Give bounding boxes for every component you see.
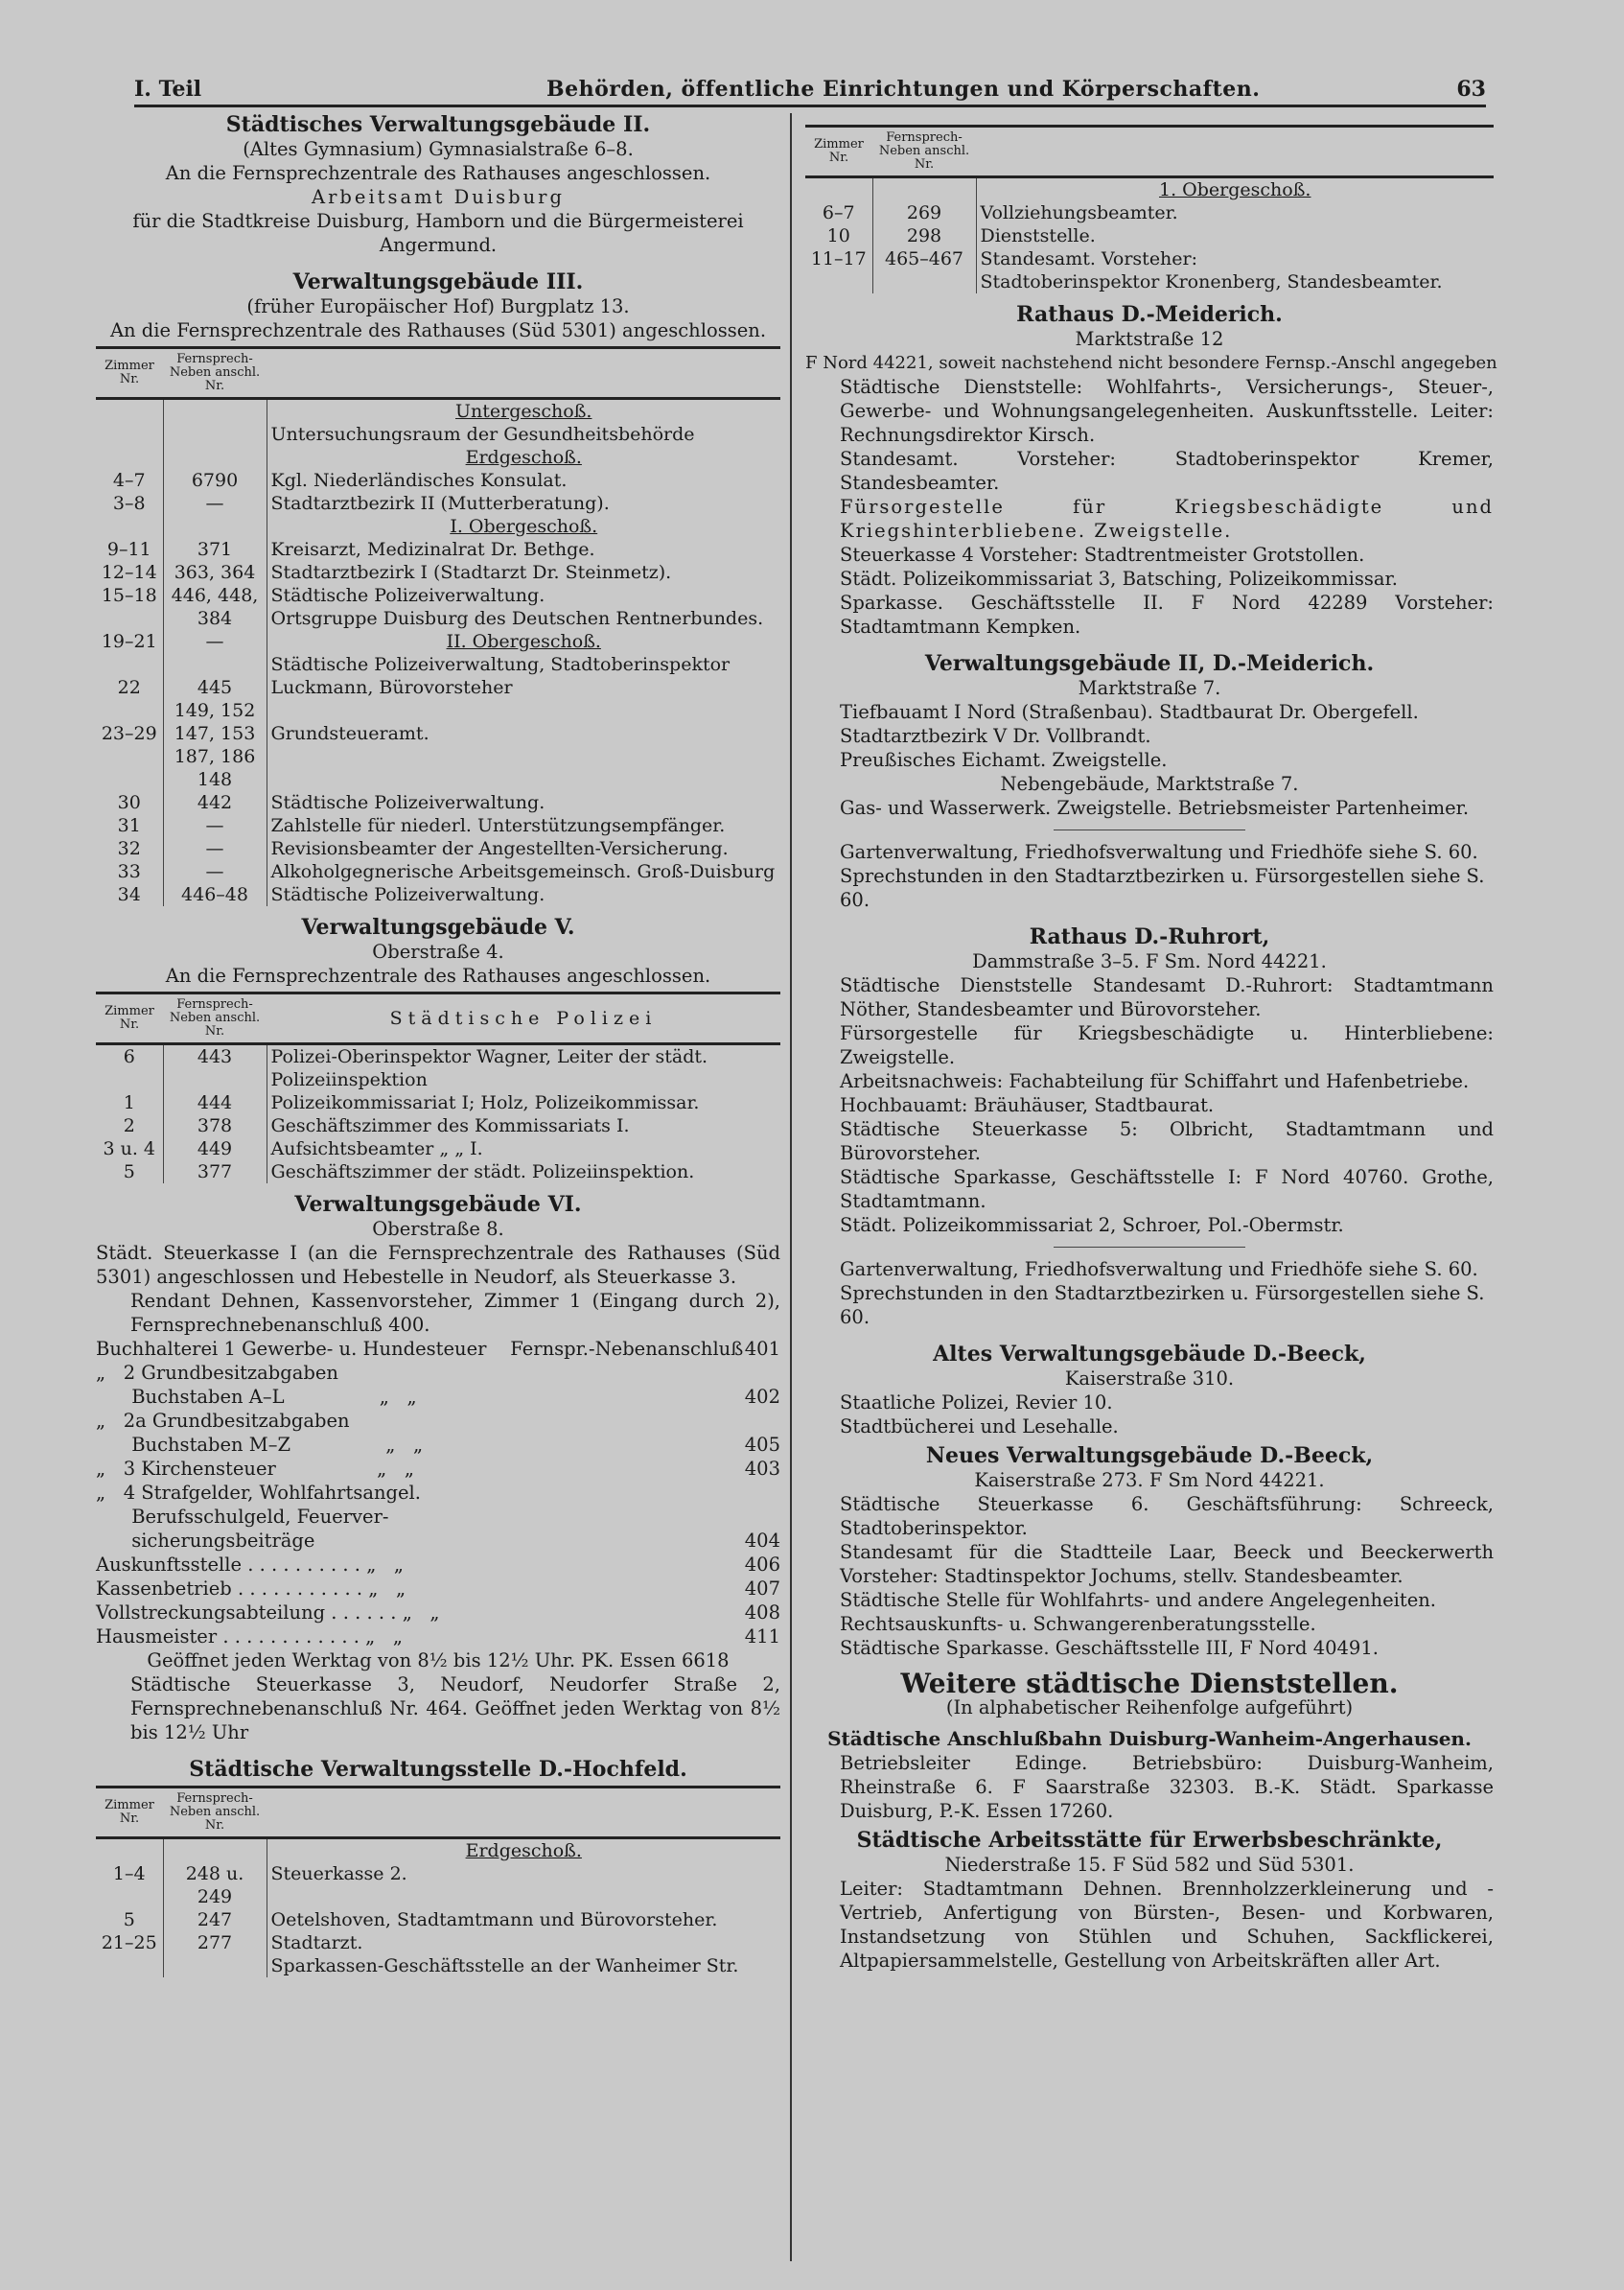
paragraph: Sparkasse. Geschäftsstelle II. F Nord 42289 Vorsteher: Stadtamtmann Kempken. [840,592,1494,638]
extension-number [163,653,267,676]
extension-number: 402 [744,1386,780,1408]
extension-number [723,1361,780,1385]
floor-heading: Untergeschoß. [455,401,592,422]
text-line: Oberstraße 8. [372,1218,504,1240]
extension-number [163,446,267,469]
room-number: 19–21 [96,630,163,653]
table-row [96,561,780,584]
extension-number: 148 [163,768,267,791]
extension-number: — [163,860,267,883]
room-description: Polizeiinspektion [270,1069,428,1090]
extension-row [96,1553,780,1577]
header-title: Behörden, öffentliche Einrichtungen und Körperschaften. [546,77,1261,102]
extension-number: — [163,630,267,653]
paragraph: Städt. Polizeikommissariat 3, Batsching, Polizeikommissar. [840,568,1398,590]
note: Gartenverwaltung, Friedhofsverwaltung und Friedhöfe siehe S. 60. [840,1258,1478,1280]
section-title: Rathaus D.-Meiderich. [1016,302,1283,327]
extension-number [163,1068,267,1091]
extension-row [96,1457,780,1481]
text-line: Marktstraße 12 [1075,328,1224,350]
paragraph: Städt. Steuerkasse I (an die Fernsprechzentrale des Rathauses (Süd 5301) angeschlossen und Hebestelle in Neudorf, als Steuerkasse 3. [96,1242,780,1288]
note: Sprechstunden in den Stadtarztbezirken u. Fürsorgestellen siehe S. 60. [840,865,1485,911]
column-header: Zimmer Nr. [805,127,872,177]
extension-number: 446, 448, [163,584,267,607]
room-description: Vollziehungsbeamter. [980,202,1178,223]
extension-number: 377 [163,1160,267,1183]
note: Gartenverwaltung, Friedhofsverwaltung und Friedhöfe siehe S. 60. [840,841,1478,863]
paragraph: Betriebsleiter Edinge. Betriebsbüro: Duisburg-Wanheim, Rheinstraße 6. F Saarstraße 32303. B.-K. Städt. Sparkasse Duisburg, P.-K. Essen 17260. [840,1752,1494,1822]
extension-label: Berufsschulgeld, Feuerver- [96,1506,389,1528]
room-description: Geschäftszimmer des Kommissariats I. [270,1115,630,1136]
floor-heading: Erdgeschoß. [465,1840,582,1861]
room-number: 5 [96,1908,163,1931]
column-header: Zimmer Nr. [96,1788,163,1838]
table-row [96,722,780,745]
table-row [96,699,780,722]
room-number [96,423,163,446]
column-header [267,348,780,399]
section-title: Verwaltungsgebäude II, D.-Meiderich. [924,651,1375,676]
table-row [96,1838,780,1863]
table-row [96,1114,780,1137]
extension-number: — [163,492,267,515]
text-line: Angermund. [379,234,498,256]
table-row [96,492,780,515]
room-number: 21–25 [96,1931,163,1954]
extension-row [96,1624,780,1648]
section-title: Altes Verwaltungsgebäude D.-Beeck, [933,1342,1366,1367]
room-number: 6 [96,1044,163,1069]
room-description [267,515,780,538]
text-line: An die Fernsprechzentrale des Rathauses (Süd 5301) angeschlossen. [109,319,767,341]
room-number: 32 [96,837,163,860]
table-row [96,768,780,791]
room-number [96,446,163,469]
extension-number: 401 [744,1338,780,1360]
table-row [96,837,780,860]
extension-number: 465–467 [872,247,976,270]
table-row [96,423,780,446]
extension-list [96,1337,780,1648]
table-row [96,1091,780,1114]
room-description: Stadtarztbezirk I (Stadtarzt Dr. Steinmetz). [270,562,672,583]
extension-row [96,1409,780,1433]
divider [1054,1247,1245,1248]
paragraph: Städtische Steuerkasse 6. Geschäftsführung: Schreeck, Stadtoberinspektor. [840,1493,1494,1539]
extension-number [723,1481,780,1505]
paragraph: Rendant Dehnen, Kassenvorsteher, Zimmer 1 (Eingang durch 2), Fernsprechnebenanschluß 400. [130,1290,780,1336]
paragraph: Geöffnet jeden Werktag von 8½ bis 12½ Uhr. PK. Essen 6618 [147,1649,730,1671]
table-row [96,1954,780,1977]
paragraph: Staatliche Polizei, Revier 10. [840,1391,1113,1414]
table-row [96,446,780,469]
room-description: Polizei-Oberinspektor Wagner, Leiter der städt. [270,1046,708,1067]
column-header: Fernsprech-Neben anschl. Nr. [163,348,267,399]
section-title: Rathaus D.-Ruhrort, [1029,924,1270,949]
room-description: Untersuchungsraum der Gesundheitsbehörde [270,424,695,445]
paragraph: Städtische Dienststelle: Wohlfahrts-, Versicherungs-, Steuer-, Gewerbe- und Wohnungsangelegenheiten. Auskunftsstelle. Leiter: Rechnungsdirektor Kirsch. [840,376,1494,446]
extension-row [96,1481,780,1505]
text-line: (früher Europäischer Hof) Burgplatz 13. [246,295,630,317]
section-title: Neues Verwaltungsgebäude D.-Beeck, [925,1443,1374,1468]
extension-number: 378 [163,1114,267,1137]
extension-number: 187, 186 [163,745,267,768]
room-number [96,768,163,791]
room-number: 4–7 [96,469,163,492]
table-row [805,201,1494,224]
column-header: Zimmer Nr. [96,993,163,1044]
text-line: Nebengebäude, Marktstraße 7. [1000,773,1299,795]
extension-label: „ 4 Strafgelder, Wohlfahrtsangel. [96,1482,421,1504]
room-description: Kreisarzt, Medizinalrat Dr. Bethge. [270,539,595,560]
room-number: 6–7 [805,201,872,224]
room-description [267,1838,780,1863]
text-line: F Nord 44221, soweit nachstehend nicht besondere Fernsp.-Anschl angegeben [805,353,1497,373]
paragraph: Leiter: Stadtamtmann Dehnen. Brennholzzerkleinerung und -Vertrieb, Anfertigung von Bürsten-, Besen- und Korbwaren, Instandsetzung von Stühlen und Schuhen, Sackflickerei, Altpapiersammelstelle, Gestellung von Arbeitskräften aller Art. [840,1878,1494,1972]
table-row [96,515,780,538]
room-description [267,399,780,424]
extension-number [163,423,267,446]
room-number: 15–18 [96,584,163,607]
room-description [267,699,780,722]
extension-number [872,270,976,293]
floor-heading: 1. Obergeschoß. [1159,179,1311,200]
room-table [96,346,780,906]
extension-number: 406 [744,1554,780,1576]
table-row [96,1044,780,1069]
paragraph: Standesamt für die Stadtteile Laar, Beeck und Beeckerwerth Vorsteher: Stadtinspektor Jochums, stellv. Standesbeamter. [840,1541,1494,1587]
text-line: (Altes Gymnasium) Gymnasialstraße 6–8. [243,138,634,160]
extension-number: 277 [163,1931,267,1954]
room-description: Steuerkasse 2. [270,1863,407,1884]
table-row [96,814,780,837]
room-number [805,270,872,293]
paragraph: Fürsorgestelle für Kriegsbeschädigte und Kriegshinterbliebene. Zweigstelle. [840,496,1494,542]
column-header [976,127,1494,177]
paragraph: Städtische Sparkasse. Geschäftsstelle III, F Nord 40491. [840,1637,1379,1659]
table-row [805,177,1494,202]
room-number [96,515,163,538]
extension-number [163,1954,267,1977]
room-description: Kgl. Niederländisches Konsulat. [270,470,568,491]
room-number: 9–11 [96,538,163,561]
table-row [96,1908,780,1931]
section-title: Städtische Anschlußbahn Duisburg-Wanheim-Angerhausen. [827,1727,1472,1750]
extension-number: 444 [163,1091,267,1114]
section-heading: Weitere städtische Dienststellen. [900,1668,1399,1699]
extension-number: 147, 153 [163,722,267,745]
room-number: 1 [96,1091,163,1114]
text-line: Arbeitsamt Duisburg [312,186,565,208]
room-description: Zahlstelle für niederl. Unterstützungsempfänger. [270,815,726,836]
section-title: Verwaltungsgebäude III. [292,269,584,294]
table-row [805,224,1494,247]
room-description: Luckmann, Bürovorsteher [270,677,513,698]
section-title: Verwaltungsgebäude VI. [294,1192,582,1217]
extension-label: sicherungsbeiträge [96,1530,315,1552]
paragraph: Standesamt. Vorsteher: Stadtoberinspektor Kremer, Standesbeamter. [840,448,1494,494]
column-header: Fernsprech-Neben anschl. Nr. [163,993,267,1044]
table-row [96,1862,780,1908]
extension-number: 449 [163,1137,267,1160]
section-title: Städtische Verwaltungsstelle D.-Hochfeld. [189,1757,687,1782]
table-row [96,676,780,699]
paragraph: Städtische Steuerkasse 3, Neudorf, Neudorfer Straße 2, Fernsprechnebenanschluß Nr. 464. Geöffnet jeden Werktag von 8½ bis 12½ Uhr [130,1673,780,1743]
extension-number [872,177,976,202]
room-description: Revisionsbeamter der Angestellten-Versicherung. [270,838,729,859]
room-description: Aufsichtsbeamter „ „ I. [270,1138,483,1159]
text-line: Kaiserstraße 310. [1064,1367,1235,1390]
room-number: 1–4 [96,1862,163,1908]
table-row [96,1137,780,1160]
floor-heading: Erdgeschoß. [465,447,582,468]
room-description: Sparkassen-Geschäftsstelle an der Wanheimer Str. [270,1955,739,1976]
extension-label: Hausmeister . . . . . . . . . . . . „ „ [96,1625,403,1647]
room-description: Polizeikommissariat I; Holz, Polizeikommissar. [270,1092,700,1113]
room-table [805,125,1494,293]
extension-number: 149, 152 [163,699,267,722]
paragraph: Arbeitsnachweis: Fachabteilung für Schiffahrt und Hafenbetriebe. [840,1070,1470,1092]
table-row [96,584,780,607]
extension-label: Buchhalterei 1 Gewerbe- u. Hundesteuer Fernspr.-Nebenanschluß [96,1338,744,1360]
paragraph: Steuerkasse 4 Vorsteher: Stadtrentmeister Grotstollen. [840,544,1365,566]
extension-number: 446–48 [163,883,267,906]
text-line: Marktstraße 7. [1078,677,1221,699]
room-number [96,699,163,722]
room-description: Städtische Polizeiverwaltung. [270,884,545,905]
table-row [96,607,780,630]
room-number: 23–29 [96,722,163,745]
room-description: Städtische Polizeiverwaltung, Stadtoberinspektor [270,654,731,675]
room-description: Grundsteueramt. [270,723,429,744]
extension-row [96,1361,780,1385]
paragraph: Städtische Stelle für Wohlfahrts- und andere Angelegenheiten. [840,1589,1437,1611]
extension-number [723,1409,780,1433]
table-row [96,1931,780,1954]
room-number: 34 [96,883,163,906]
text-line: An die Fernsprechzentrale des Rathauses angeschlossen. [165,162,711,184]
table-row [96,745,780,768]
extension-label: Buchstaben M–Z „ „ [96,1434,424,1456]
table-row [96,1068,780,1091]
extension-number: 384 [163,607,267,630]
room-table [96,1786,780,1977]
room-description: Alkoholgegnerische Arbeitsgemeinsch. Groß-Duisburg [270,861,776,882]
room-number [96,653,163,676]
column-header: Fernsprech-Neben anschl. Nr. [163,1788,267,1838]
table-row [96,883,780,906]
room-number: 33 [96,860,163,883]
table-row [96,1160,780,1183]
floor-heading: I. Obergeschoß. [450,516,598,537]
extension-label: „ 2 Grundbesitzabgaben [96,1362,338,1384]
table-row [96,469,780,492]
room-number: 3–8 [96,492,163,515]
right-column [805,107,1497,1973]
text-line: für die Stadtkreise Duisburg, Hamborn und die Bürgermeisterei [132,210,744,232]
room-description: Standesamt. Vorsteher: [980,248,1198,269]
room-number [96,399,163,424]
room-number: 5 [96,1160,163,1183]
extension-number: 6790 [163,469,267,492]
column-divider [790,113,792,2261]
extension-number: 248 u. 249 [163,1862,267,1908]
room-number: 10 [805,224,872,247]
extension-label: „ 2a Grundbesitzabgaben [96,1410,350,1432]
extension-number: 411 [744,1625,780,1647]
room-description [267,745,780,768]
room-description: Stadtarzt. [270,1932,363,1953]
room-description [267,630,780,653]
extension-row [96,1337,780,1361]
extension-row [96,1601,780,1624]
room-description: Städtische Polizeiverwaltung. [270,585,545,606]
page-header [134,75,1486,107]
room-description: Städtische Polizeiverwaltung. [270,792,545,813]
room-number: 22 [96,676,163,699]
extension-number [163,399,267,424]
room-number [96,1954,163,1977]
extension-number: 407 [744,1577,780,1600]
text-line: An die Fernsprechzentrale des Rathauses angeschlossen. [165,965,711,987]
paragraph: Gas- und Wasserwerk. Zweigstelle. Betriebsmeister Partenheimer. [840,797,1470,819]
extension-number: — [163,837,267,860]
extension-row [96,1433,780,1457]
paragraph: Rechtsauskunfts- u. Schwangerenberatungsstelle. [840,1613,1316,1635]
room-number: 11–17 [805,247,872,270]
paragraph: Städt. Polizeikommissariat 2, Schroer, Pol.-Obermstr. [840,1214,1344,1236]
extension-number: 443 [163,1044,267,1069]
extension-number: 403 [744,1458,780,1480]
room-description: Geschäftszimmer der städt. Polizeiinspektion. [270,1161,695,1182]
room-number [805,177,872,202]
room-description [267,446,780,469]
room-table [96,992,780,1183]
extension-label: Vollstreckungsabteilung . . . . . . „ „ [96,1601,440,1624]
extension-number: 371 [163,538,267,561]
section-title: Verwaltungsgebäude V. [301,915,575,940]
extension-number: 404 [744,1530,780,1552]
table-row [805,247,1494,270]
room-description: Dienststelle. [980,225,1096,246]
extension-row [96,1529,780,1553]
room-number [96,1068,163,1091]
column-header: Fernsprech-Neben anschl. Nr. [872,127,976,177]
text-line: (In alphabetischer Reihenfolge aufgeführt) [945,1696,1354,1718]
column-header: Städtische Polizei [267,993,780,1044]
extension-number [723,1505,780,1529]
text-line: Kaiserstraße 273. F Sm Nord 44221. [974,1469,1325,1491]
text-line: Dammstraße 3–5. F Sm. Nord 44221. [972,950,1327,972]
paragraph: Stadtbücherei und Lesehalle. [840,1415,1119,1437]
note: Sprechstunden in den Stadtarztbezirken u. Fürsorgestellen siehe S. 60. [840,1282,1485,1328]
column-header [267,1788,780,1838]
table-row [96,791,780,814]
room-number: 3 u. 4 [96,1137,163,1160]
room-number: 2 [96,1114,163,1137]
section-title: Städtisches Verwaltungsgebäude II. [225,112,651,137]
table-row [96,653,780,676]
extension-row [96,1505,780,1529]
left-column [96,107,780,1977]
floor-heading: II. Obergeschoß. [446,631,601,652]
paragraph: Fürsorgestelle für Kriegsbeschädigte u. Hinterbliebene: Zweigstelle. [840,1022,1494,1068]
extension-label: „ 3 Kirchensteuer „ „ [96,1458,414,1480]
paragraph: Hochbauamt: Bräuhäuser, Stadtbaurat. [840,1094,1215,1116]
extension-label: Auskunftsstelle . . . . . . . . . . „ „ [96,1554,405,1576]
extension-row [96,1577,780,1601]
extension-number: 445 [163,676,267,699]
paragraph: Städtische Sparkasse, Geschäftsstelle I: F Nord 40760. Grothe, Stadtamtmann. [840,1166,1494,1212]
extension-label: Kassenbetrieb . . . . . . . . . . . „ „ [96,1577,406,1600]
room-description [976,177,1494,202]
room-description [267,768,780,791]
room-description: Oetelshoven, Stadtamtmann und Bürovorsteher. [270,1909,718,1930]
room-number [96,1838,163,1863]
extension-number: 363, 364 [163,561,267,584]
room-number: 30 [96,791,163,814]
room-number [96,745,163,768]
extension-number [163,515,267,538]
extension-number [163,1838,267,1863]
extension-number: 405 [744,1434,780,1456]
text-line: Oberstraße 4. [372,941,504,963]
extension-number: — [163,814,267,837]
header-part: I. Teil [134,77,202,102]
text-line: Niederstraße 15. F Süd 582 und Süd 5301. [944,1854,1355,1876]
room-number: 12–14 [96,561,163,584]
paragraph: Städtische Steuerkasse 5: Olbricht, Stadtamtmann und Bürovorsteher. [840,1118,1494,1164]
room-description: Ortsgruppe Duisburg des Deutschen Rentnerbundes. [270,608,764,629]
column-header: Zimmer Nr. [96,348,163,399]
room-description: Stadtarztbezirk II (Mutterberatung). [270,493,610,514]
extension-number: 408 [744,1601,780,1624]
extension-number: 247 [163,1908,267,1931]
extension-number: 269 [872,201,976,224]
extension-label: Buchstaben A–L „ „ [96,1386,417,1408]
table-row [805,270,1494,293]
extension-number: 298 [872,224,976,247]
paragraph: Städtische Dienststelle Standesamt D.-Ruhrort: Stadtamtmann Nöther, Standesbeamter und Bürovorsteher. [840,974,1494,1020]
table-row [96,860,780,883]
table-row [96,399,780,424]
page-number: 63 [1456,77,1486,102]
extension-number: 442 [163,791,267,814]
paragraph: Preußisches Eichamt. Zweigstelle. [840,749,1168,771]
paragraph: Stadtarztbezirk V Dr. Vollbrandt. [840,725,1151,747]
extension-row [96,1385,780,1409]
room-number: 31 [96,814,163,837]
room-description: Stadtoberinspektor Kronenberg, Standesbeamter. [980,271,1443,292]
table-row [96,538,780,561]
room-number [96,607,163,630]
section-title: Städtische Arbeitsstätte für Erwerbsbeschränkte, [856,1828,1443,1853]
table-row [96,630,780,653]
paragraph: Tiefbauamt I Nord (Straßenbau). Stadtbaurat Dr. Obergefell. [840,701,1419,723]
